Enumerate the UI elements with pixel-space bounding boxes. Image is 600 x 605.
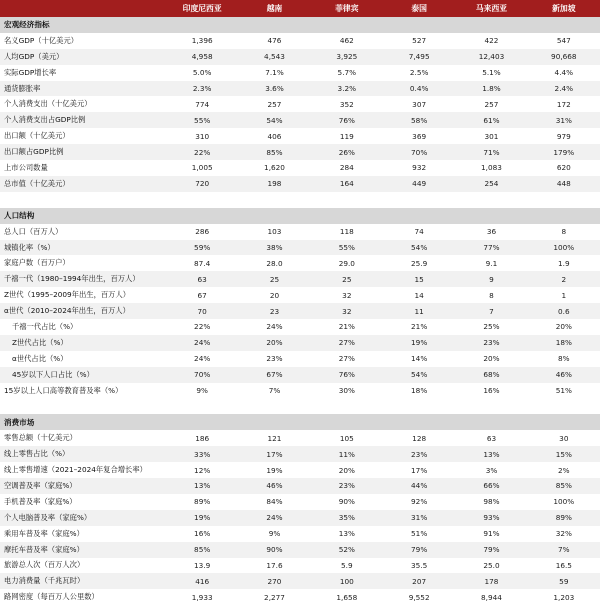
table-row (0, 160, 600, 176)
row-label: 千禧一代占比（%） (0, 319, 166, 335)
value-cell: 5.9 (311, 558, 383, 574)
row-label: 实际GDP增长率 (0, 65, 166, 81)
section-title: 消费市场 (0, 414, 600, 430)
table-row (0, 430, 600, 446)
value-cell: 369 (383, 128, 455, 144)
value-cell: 70% (383, 144, 455, 160)
value-cell: 128 (383, 430, 455, 446)
value-cell: 286 (166, 224, 238, 240)
value-cell: 28.0 (238, 255, 310, 271)
value-cell: 13.9 (166, 558, 238, 574)
value-cell: 77% (455, 240, 527, 256)
value-cell: 1,203 (528, 589, 600, 605)
value-cell: 15% (528, 446, 600, 462)
value-cell: 118 (311, 224, 383, 240)
value-cell: 89% (166, 494, 238, 510)
value-cell: 207 (383, 573, 455, 589)
value-cell: 7.1% (238, 65, 310, 81)
value-cell: 2% (528, 462, 600, 478)
value-cell: 31% (383, 510, 455, 526)
value-cell: 84% (238, 494, 310, 510)
value-cell: 9% (238, 526, 310, 542)
value-cell: 3.2% (311, 81, 383, 97)
value-cell: 24% (238, 319, 310, 335)
value-cell: 22% (166, 319, 238, 335)
value-cell: 90% (311, 494, 383, 510)
value-cell: 352 (311, 96, 383, 112)
value-cell: 13% (455, 446, 527, 462)
value-cell: 70% (166, 367, 238, 383)
value-cell: 23% (383, 446, 455, 462)
row-label: 线上零售占比（%） (0, 446, 166, 462)
table-row (0, 573, 600, 589)
value-cell: 85% (166, 542, 238, 558)
table-row (0, 319, 600, 335)
section-header (0, 17, 600, 33)
value-cell: 462 (311, 33, 383, 49)
value-cell: 79% (455, 542, 527, 558)
value-cell: 91% (455, 526, 527, 542)
table-row (0, 33, 600, 49)
table-row (0, 462, 600, 478)
row-label: α世代占比（%） (0, 351, 166, 367)
value-cell: 4,543 (238, 49, 310, 65)
value-cell: 18% (383, 383, 455, 399)
value-cell: 85% (238, 144, 310, 160)
row-label: 千禧一代（1980–1994年出生，百万人） (0, 271, 166, 287)
spacer-cell (0, 398, 600, 414)
value-cell: 55% (166, 112, 238, 128)
row-label: 个人电脑普及率（家庭%） (0, 510, 166, 526)
value-cell: 38% (238, 240, 310, 256)
value-cell: 20% (311, 462, 383, 478)
table-row (0, 542, 600, 558)
value-cell: 1.9 (528, 255, 600, 271)
header-thailand: 泰国 (383, 0, 455, 17)
value-cell: 13% (311, 526, 383, 542)
row-label: 旅游总人次（百万人次） (0, 558, 166, 574)
value-cell: 8% (528, 351, 600, 367)
value-cell: 27% (311, 351, 383, 367)
value-cell: 21% (311, 319, 383, 335)
value-cell: 36 (455, 224, 527, 240)
row-label: Z世代占比（%） (0, 335, 166, 351)
value-cell: 67% (238, 367, 310, 383)
value-cell: 19% (166, 510, 238, 526)
value-cell: 476 (238, 33, 310, 49)
value-cell: 100 (311, 573, 383, 589)
table-row (0, 49, 600, 65)
table-row (0, 224, 600, 240)
value-cell: 90% (238, 542, 310, 558)
row-label: 手机普及率（家庭%） (0, 494, 166, 510)
table-row (0, 510, 600, 526)
value-cell: 24% (238, 510, 310, 526)
value-cell: 172 (528, 96, 600, 112)
value-cell: 16.5 (528, 558, 600, 574)
value-cell: 1 (528, 287, 600, 303)
row-label: Z世代（1995–2009年出生，百万人） (0, 287, 166, 303)
value-cell: 121 (238, 430, 310, 446)
value-cell: 61% (455, 112, 527, 128)
row-label: 乘用车普及率（家庭%） (0, 526, 166, 542)
value-cell: 7 (455, 303, 527, 319)
value-cell: 257 (238, 96, 310, 112)
section-title: 人口结构 (0, 208, 600, 224)
value-cell: 186 (166, 430, 238, 446)
table-row (0, 271, 600, 287)
value-cell: 54% (238, 112, 310, 128)
value-cell: 448 (528, 176, 600, 192)
value-cell: 32 (311, 287, 383, 303)
header-indonesia: 印度尼西亚 (166, 0, 238, 17)
value-cell: 7% (528, 542, 600, 558)
value-cell: 527 (383, 33, 455, 49)
value-cell: 19% (383, 335, 455, 351)
row-label: 出口额占GDP比例 (0, 144, 166, 160)
value-cell: 22% (166, 144, 238, 160)
value-cell: 52% (311, 542, 383, 558)
value-cell: 11 (383, 303, 455, 319)
row-label: 电力消费量（千兆瓦时） (0, 573, 166, 589)
value-cell: 24% (166, 335, 238, 351)
value-cell: 7,495 (383, 49, 455, 65)
table-row (0, 240, 600, 256)
value-cell: 198 (238, 176, 310, 192)
value-cell: 178 (455, 573, 527, 589)
value-cell: 1,396 (166, 33, 238, 49)
value-cell: 58% (383, 112, 455, 128)
table-row (0, 255, 600, 271)
section-title: 宏观经济指标 (0, 17, 600, 33)
value-cell: 1,620 (238, 160, 310, 176)
value-cell: 51% (383, 526, 455, 542)
value-cell: 9,552 (383, 589, 455, 605)
value-cell: 51% (528, 383, 600, 399)
value-cell: 35% (311, 510, 383, 526)
value-cell: 16% (455, 383, 527, 399)
value-cell: 26% (311, 144, 383, 160)
row-label: 总市值（十亿美元） (0, 176, 166, 192)
table-row (0, 96, 600, 112)
value-cell: 257 (455, 96, 527, 112)
table-row (0, 303, 600, 319)
value-cell: 307 (383, 96, 455, 112)
value-cell: 71% (455, 144, 527, 160)
value-cell: 23% (238, 351, 310, 367)
row-label: 个人消费支出（十亿美元） (0, 96, 166, 112)
value-cell: 620 (528, 160, 600, 176)
value-cell: 3,925 (311, 49, 383, 65)
value-cell: 33% (166, 446, 238, 462)
value-cell: 25 (311, 271, 383, 287)
value-cell: 20 (238, 287, 310, 303)
value-cell: 416 (166, 573, 238, 589)
value-cell: 24% (166, 351, 238, 367)
table-row (0, 526, 600, 542)
value-cell: 5.0% (166, 65, 238, 81)
value-cell: 54% (383, 240, 455, 256)
value-cell: 63 (166, 271, 238, 287)
value-cell: 19% (238, 462, 310, 478)
table-row (0, 478, 600, 494)
table-row (0, 383, 600, 399)
value-cell: 932 (383, 160, 455, 176)
value-cell: 59% (166, 240, 238, 256)
row-label: 摩托车普及率（家庭%） (0, 542, 166, 558)
value-cell: 0.4% (383, 81, 455, 97)
value-cell: 14 (383, 287, 455, 303)
value-cell: 179% (528, 144, 600, 160)
section-spacer (0, 398, 600, 414)
value-cell: 63 (455, 430, 527, 446)
value-cell: 68% (455, 367, 527, 383)
section-header (0, 208, 600, 224)
value-cell: 7% (238, 383, 310, 399)
value-cell: 5.7% (311, 65, 383, 81)
value-cell: 29.0 (311, 255, 383, 271)
table-row (0, 351, 600, 367)
row-label: 人均GDP（美元） (0, 49, 166, 65)
table-row (0, 112, 600, 128)
value-cell: 90,668 (528, 49, 600, 65)
header-malaysia: 马来西亚 (455, 0, 527, 17)
value-cell: 2,277 (238, 589, 310, 605)
row-label: 总人口（百万人） (0, 224, 166, 240)
row-label: 空调普及率（家庭%） (0, 478, 166, 494)
row-label: 15岁以上人口高等教育普及率（%） (0, 383, 166, 399)
value-cell: 21% (383, 319, 455, 335)
value-cell: 164 (311, 176, 383, 192)
value-cell: 270 (238, 573, 310, 589)
value-cell: 1,933 (166, 589, 238, 605)
value-cell: 18% (528, 335, 600, 351)
header-row (0, 0, 600, 17)
value-cell: 79% (383, 542, 455, 558)
value-cell: 422 (455, 33, 527, 49)
row-label: 45岁以下人口占比（%） (0, 367, 166, 383)
value-cell: 67 (166, 287, 238, 303)
value-cell: 25.9 (383, 255, 455, 271)
row-label: 上市公司数量 (0, 160, 166, 176)
value-cell: 9% (166, 383, 238, 399)
row-label: 家庭户数（百万户） (0, 255, 166, 271)
table-row (0, 446, 600, 462)
value-cell: 46% (238, 478, 310, 494)
value-cell: 2 (528, 271, 600, 287)
value-cell: 5.1% (455, 65, 527, 81)
value-cell: 12% (166, 462, 238, 478)
value-cell: 30 (528, 430, 600, 446)
table-row (0, 367, 600, 383)
value-cell: 17% (383, 462, 455, 478)
table-row (0, 65, 600, 81)
value-cell: 93% (455, 510, 527, 526)
value-cell: 30% (311, 383, 383, 399)
value-cell: 76% (311, 367, 383, 383)
section-spacer (0, 192, 600, 208)
value-cell: 1,658 (311, 589, 383, 605)
value-cell: 35.5 (383, 558, 455, 574)
value-cell: 1.8% (455, 81, 527, 97)
value-cell: 55% (311, 240, 383, 256)
section-header (0, 414, 600, 430)
value-cell: 12,403 (455, 49, 527, 65)
value-cell: 25.0 (455, 558, 527, 574)
value-cell: 0.6 (528, 303, 600, 319)
row-label: 城镇化率（%） (0, 240, 166, 256)
value-cell: 87.4 (166, 255, 238, 271)
value-cell: 23 (238, 303, 310, 319)
table-body (0, 17, 600, 605)
row-label: 个人消费支出占GDP比例 (0, 112, 166, 128)
value-cell: 98% (455, 494, 527, 510)
value-cell: 8 (455, 287, 527, 303)
value-cell: 92% (383, 494, 455, 510)
value-cell: 14% (383, 351, 455, 367)
value-cell: 979 (528, 128, 600, 144)
value-cell: 32 (311, 303, 383, 319)
row-label: 路网密度（每百万人公里数） (0, 589, 166, 605)
table-row (0, 589, 600, 605)
value-cell: 4,958 (166, 49, 238, 65)
value-cell: 32% (528, 526, 600, 542)
value-cell: 1,005 (166, 160, 238, 176)
table-row (0, 287, 600, 303)
table-row (0, 144, 600, 160)
value-cell: 9 (455, 271, 527, 287)
value-cell: 13% (166, 478, 238, 494)
row-label: 出口额（十亿美元） (0, 128, 166, 144)
value-cell: 3.6% (238, 81, 310, 97)
value-cell: 2.5% (383, 65, 455, 81)
table-row (0, 128, 600, 144)
header-philippines: 菲律宾 (311, 0, 383, 17)
value-cell: 284 (311, 160, 383, 176)
value-cell: 1,083 (455, 160, 527, 176)
value-cell: 44% (383, 478, 455, 494)
header-singapore: 新加坡 (528, 0, 600, 17)
value-cell: 17.6 (238, 558, 310, 574)
value-cell: 20% (528, 319, 600, 335)
value-cell: 15 (383, 271, 455, 287)
value-cell: 301 (455, 128, 527, 144)
value-cell: 9.1 (455, 255, 527, 271)
value-cell: 46% (528, 367, 600, 383)
table-row (0, 494, 600, 510)
row-label: α世代（2010–2024年出生，百万人） (0, 303, 166, 319)
value-cell: 20% (455, 351, 527, 367)
value-cell: 100% (528, 240, 600, 256)
value-cell: 16% (166, 526, 238, 542)
header-corner (0, 0, 166, 17)
value-cell: 31% (528, 112, 600, 128)
table-row (0, 335, 600, 351)
value-cell: 89% (528, 510, 600, 526)
value-cell: 2.3% (166, 81, 238, 97)
row-label: 名义GDP（十亿美元） (0, 33, 166, 49)
value-cell: 449 (383, 176, 455, 192)
row-label: 零售总额（十亿美元） (0, 430, 166, 446)
value-cell: 54% (383, 367, 455, 383)
value-cell: 25% (455, 319, 527, 335)
table-row (0, 176, 600, 192)
value-cell: 774 (166, 96, 238, 112)
spacer-cell (0, 192, 600, 208)
value-cell: 59 (528, 573, 600, 589)
value-cell: 76% (311, 112, 383, 128)
value-cell: 23% (311, 478, 383, 494)
value-cell: 2.4% (528, 81, 600, 97)
value-cell: 20% (238, 335, 310, 351)
value-cell: 100% (528, 494, 600, 510)
value-cell: 85% (528, 478, 600, 494)
value-cell: 310 (166, 128, 238, 144)
table-row (0, 558, 600, 574)
value-cell: 23% (455, 335, 527, 351)
value-cell: 4.4% (528, 65, 600, 81)
value-cell: 254 (455, 176, 527, 192)
value-cell: 105 (311, 430, 383, 446)
value-cell: 17% (238, 446, 310, 462)
header-vietnam: 越南 (238, 0, 310, 17)
value-cell: 27% (311, 335, 383, 351)
value-cell: 3% (455, 462, 527, 478)
value-cell: 8 (528, 224, 600, 240)
value-cell: 74 (383, 224, 455, 240)
table-row (0, 81, 600, 97)
value-cell: 547 (528, 33, 600, 49)
value-cell: 66% (455, 478, 527, 494)
value-cell: 406 (238, 128, 310, 144)
row-label: 线上零售增速（2021–2024年复合增长率） (0, 462, 166, 478)
value-cell: 119 (311, 128, 383, 144)
value-cell: 8,944 (455, 589, 527, 605)
value-cell: 70 (166, 303, 238, 319)
value-cell: 103 (238, 224, 310, 240)
row-label: 通货膨胀率 (0, 81, 166, 97)
value-cell: 720 (166, 176, 238, 192)
value-cell: 25 (238, 271, 310, 287)
value-cell: 11% (311, 446, 383, 462)
